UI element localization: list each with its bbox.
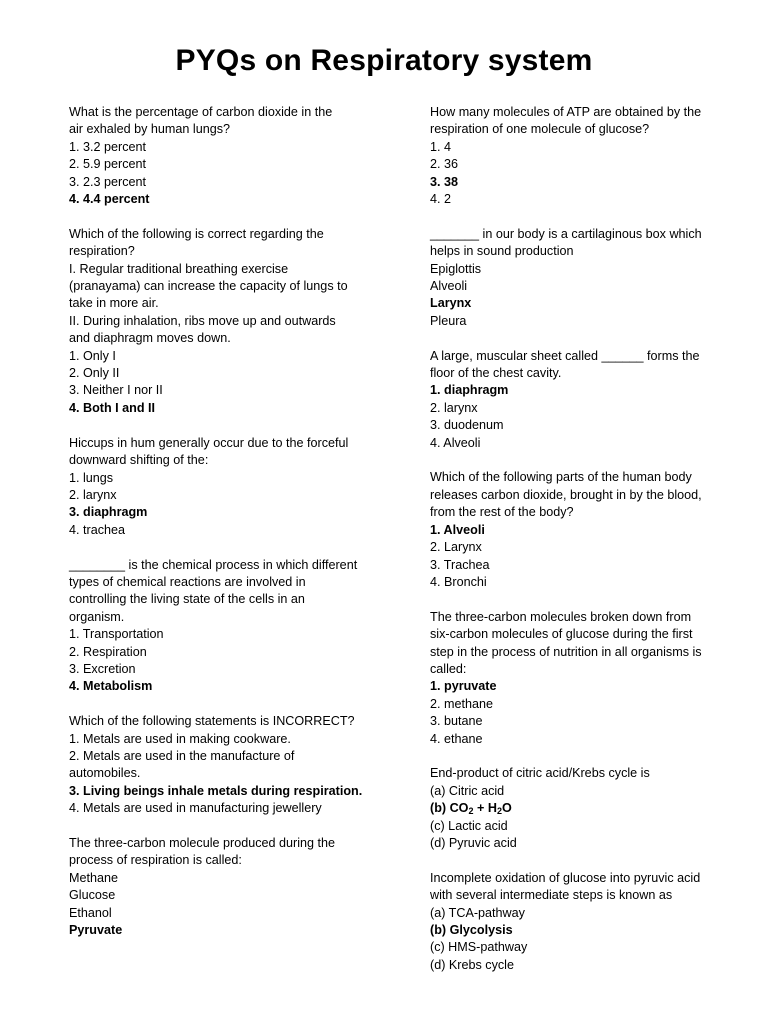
question-line: Pleura [430,313,467,328]
question-line: with several intermediate steps is known as [430,888,673,903]
answer-line: 3. diaphragm [69,505,148,520]
question-line: controlling the living state of the cells in an [69,592,305,607]
question-line: 1. lungs [69,470,114,485]
question-line: 4. trachea [69,522,126,537]
question-line: 2. 5.9 percent [69,157,147,172]
question-line: releases carbon dioxide, brought in by the blood, [430,487,702,502]
answer-line: (b) $CO_2 + H_2O$ [430,801,512,817]
question-line: Ethanol [69,905,112,920]
question-line: 2. 36 [430,157,459,172]
question-line: 3. butane [430,714,483,729]
question-line: 3. 2.3 percent [69,174,147,189]
question-line: air exhaled by human lungs? [69,122,231,137]
question-line: respiration of one molecule of glucose? [430,122,650,137]
question-block [430,609,730,748]
question-line: 2. larynx [69,487,117,502]
question-line: 2. Only II [69,366,120,381]
question-line: floor of the chest cavity. [430,366,562,381]
question-line: called: [430,661,467,676]
answer-line: 1. Alveoli [430,522,485,537]
answer-line: 3. Living beings inhale metals during respiration. [69,783,363,798]
question-line: 4. 2 [430,192,452,207]
question-line: End-product of citric acid/Krebs cycle is [430,766,650,781]
right-column [430,104,730,992]
page-title: PYQs on Respiratory system [175,44,593,77]
left-column [69,104,369,957]
question-line: take in more air. [69,296,159,311]
question-block [430,104,730,208]
question-line: 3. Excretion [69,661,136,676]
question-line: six-carbon molecules of glucose during the first [430,627,693,642]
question-line: (c) HMS-pathway [430,940,528,955]
question-line: Which of the following parts of the human body [430,470,692,485]
question-line: ________ is the chemical process in which different [69,557,358,572]
question-line: 3. Trachea [430,557,490,572]
question-block [69,835,369,939]
question-line: 2. Larynx [430,540,482,555]
question-line: How many molecules of ATP are obtained by the [430,105,702,119]
answer-line: 1. pyruvate [430,679,497,694]
question-line: from the rest of the body? [430,505,574,520]
question-line: helps in sound production [430,244,574,259]
question-line: 4. ethane [430,731,483,746]
question-line: 3. Neither I nor II [69,383,163,398]
question-line: (a) TCA-pathway [430,905,525,920]
answer-line: 4. Metabolism [69,679,153,694]
question-line: Incomplete oxidation of glucose into pyruvic acid [430,870,701,885]
question-line: (pranayama) can increase the capacity of lungs to [69,279,348,294]
question-line: downward shifting of the: [69,453,209,468]
question-line: 4. Alveoli [430,435,481,450]
answer-line: Larynx [430,296,472,311]
question-line: 2. larynx [430,400,478,415]
answer-line: (b) Glycolysis [430,923,513,937]
question-block [69,435,369,539]
question-line: II. During inhalation, ribs move up and outwards [69,313,336,328]
question-line: Which of the following is correct regarding the [69,226,324,241]
question-line: What is the percentage of carbon dioxide in the [69,105,333,119]
question-line: 2. methane [430,696,494,711]
question-line: organism. [69,609,125,624]
question-line: The three-carbon molecule produced during the [69,835,336,850]
question-block [430,469,730,591]
answer-line: Pyruvate [69,923,123,938]
question-line: Which of the following statements is INCORRECT? [69,714,355,729]
question-line: step in the process of nutrition in all organisms is [430,644,702,659]
question-line: I. Regular traditional breathing exercise [69,261,289,276]
question-line: and diaphragm moves down. [69,331,231,346]
answer-line: 4. Both I and II [69,400,156,415]
question-line: 1. 4 [430,139,452,154]
question-line: 2. Respiration [69,644,147,659]
question-line: 1. 3.2 percent [69,139,147,154]
question-line: types of chemical reactions are involved in [69,574,306,589]
question-line: Methane [69,870,119,885]
question-line: Glucose [69,888,116,903]
question-line: automobiles. [69,766,141,781]
question-block [69,557,369,696]
question-line: 4. Metals are used in manufacturing jewellery [69,801,322,816]
question-line: The three-carbon molecules broken down from [430,609,692,624]
answer-line: 3. 38 [430,174,459,189]
question-line: process of respiration is called: [69,853,242,868]
question-block [430,765,730,852]
question-line: Epiglottis [430,261,482,276]
question-line: 2. Metals are used in the manufacture of [69,748,295,763]
question-line: _______ in our body is a cartilaginous box which [430,226,702,241]
question-block [430,348,730,452]
answer-line: 4. 4.4 percent [69,192,150,207]
question-block [69,713,369,817]
question-line: 1. Metals are used in making cookware. [69,731,291,746]
answer-line: 1. diaphragm [430,383,509,398]
question-line: 4. Bronchi [430,574,487,589]
question-line: (d) Krebs cycle [430,957,514,972]
question-line: (a) Citric acid [430,783,505,798]
question-line: respiration? [69,244,135,259]
question-line: Hiccups in hum generally occur due to the forceful [69,435,349,450]
question-line: (d) Pyruvic acid [430,835,517,850]
question-block [430,870,730,974]
question-block [69,104,369,208]
question-line: (c) Lactic acid [430,818,508,833]
question-line: 3. duodenum [430,418,504,433]
question-line: 1. Only I [69,348,116,363]
question-line: 1. Transportation [69,627,164,642]
question-block [69,226,369,417]
question-block [430,226,730,330]
question-line: A large, muscular sheet called ______ forms the [430,348,700,363]
question-line: Alveoli [430,279,468,294]
